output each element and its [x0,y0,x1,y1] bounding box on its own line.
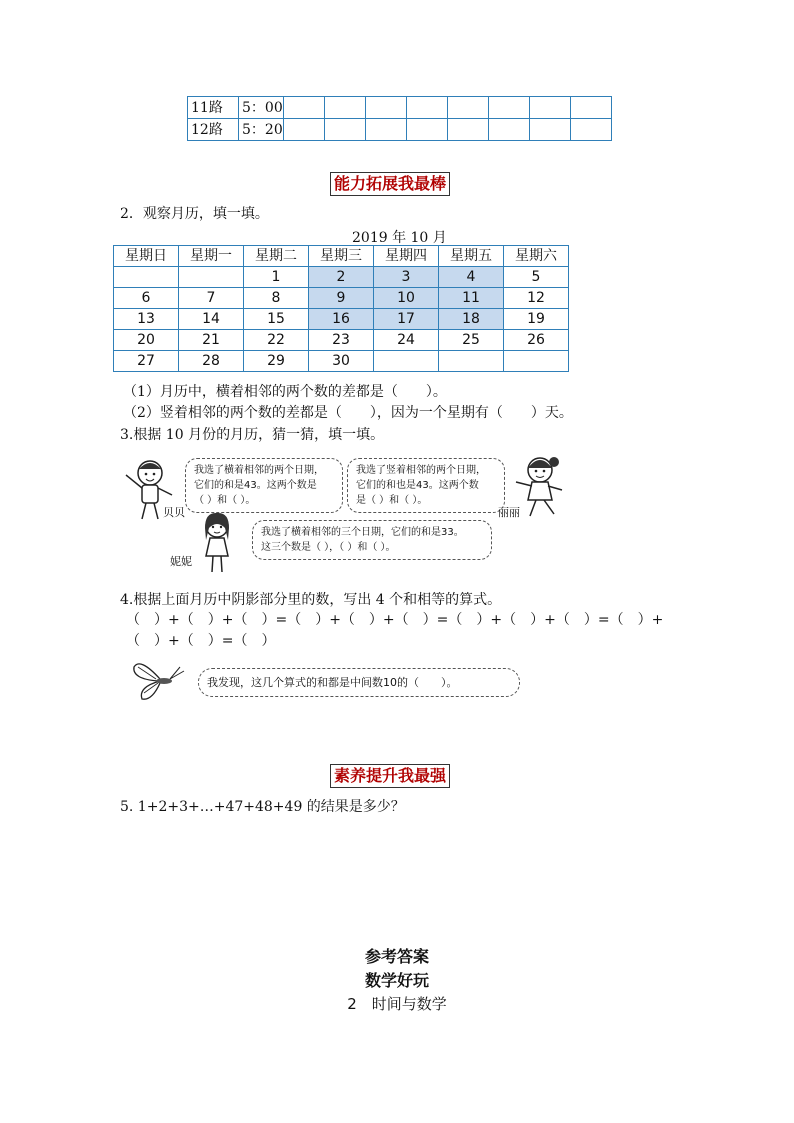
calendar-day-cell: 26 [504,330,569,351]
calendar-day-cell [439,351,504,372]
blank-answer-cell[interactable] [324,119,365,141]
bubble-line: 它们的和也是43。这两个数 [356,480,479,491]
question-4-prompt: 4.根据上面月历中阴影部分里的数，写出 4 个和相等的算式。 [120,592,502,608]
bubble-line: 这三个数是（ ），（ ）和（ ）。 [261,542,396,553]
calendar-table [113,245,569,372]
section-title-text: 素养提升我最强 [334,766,447,785]
blank-answer-cell[interactable] [283,119,324,141]
name-lili: 丽丽 [498,506,520,519]
question-4-equation-line-2: （ ）+（ ）=（ ） [126,633,276,649]
blank-answer-cell[interactable] [406,97,447,119]
name-nini: 妮妮 [170,555,192,568]
girl-nini-illustration [192,510,242,574]
calendar-day-cell [374,351,439,372]
speech-bubble-nini [252,520,492,560]
blank-answer-cell[interactable] [570,119,611,141]
calendar-weekday-header: 星期三 [309,246,374,267]
calendar-week-row [114,267,569,288]
calendar-day-cell: 8 [244,288,309,309]
calendar-day-cell: 25 [439,330,504,351]
calendar-day-cell: 28 [179,351,244,372]
bubble-line: （ ）和（ ）。 [194,495,256,506]
speech-bubble-beibei [185,458,343,513]
calendar-day-cell: 11 [439,288,504,309]
question-2-sub2: （2）竖着相邻的两个数的差都是（ ），因为一个星期有（ ）天。 [123,405,573,421]
question-3-prompt: 3.根据 10 月份的月历，猜一猜，填一填。 [120,427,385,443]
blank-answer-cell[interactable] [488,119,529,141]
bus-schedule-table [187,96,612,141]
blank-answer-cell[interactable] [365,119,406,141]
calendar-day-cell: 9 [309,288,374,309]
name-beibei: 贝贝 [163,506,185,519]
calendar-day-cell: 23 [309,330,374,351]
bubble-line: 我选了横着相邻的三个日期，它们的和是33。 [261,527,464,538]
calendar-week-row [114,309,569,330]
blank-answer-cell[interactable] [488,97,529,119]
blank-answer-cell[interactable] [406,119,447,141]
speech-bubble-butterfly [198,668,520,697]
calendar-weekday-header: 星期二 [244,246,309,267]
blank-answer-cell[interactable] [529,97,570,119]
calendar-day-cell: 5 [504,267,569,288]
calendar-day-cell: 4 [439,267,504,288]
calendar-weekday-header: 星期一 [179,246,244,267]
calendar-day-cell [114,267,179,288]
bubble-line: 我发现，这几个算式的和都是中间数10的（ ）。 [207,676,458,689]
calendar-title: 2019 年 10 月 [352,230,447,246]
calendar-day-cell: 1 [244,267,309,288]
calendar-day-cell [179,267,244,288]
answers-title: 参考答案 [364,947,429,966]
bus-table-row [188,119,612,141]
calendar-day-cell: 10 [374,288,439,309]
calendar-day-cell: 13 [114,309,179,330]
calendar-day-cell: 27 [114,351,179,372]
bus-route-cell: 11路 [188,97,239,119]
section-title-text: 能力拓展我最棒 [334,174,447,193]
blank-answer-cell[interactable] [570,97,611,119]
answers-chapter: 2 时间与数学 [347,995,447,1013]
blank-answer-cell[interactable] [529,119,570,141]
bus-route-cell: 12路 [188,119,239,141]
calendar-day-cell: 7 [179,288,244,309]
calendar-day-cell: 3 [374,267,439,288]
bubble-line: 我选了竖着相邻的两个日期， [356,465,486,476]
calendar-day-cell: 19 [504,309,569,330]
calendar-day-cell [504,351,569,372]
bus-time-cell: 5：00 [239,97,284,119]
calendar-day-cell: 22 [244,330,309,351]
calendar-weekday-header: 星期四 [374,246,439,267]
calendar-week-row [114,288,569,309]
question-2-sub1: （1）月历中，横着相邻的两个数的差都是（ ）。 [123,384,447,400]
calendar-day-cell: 30 [309,351,374,372]
bubble-line: 是（ ）和（ ）。 [356,495,428,506]
calendar-day-cell: 2 [309,267,374,288]
bus-time-cell: 5：20 [239,119,284,141]
calendar-weekday-header: 星期六 [504,246,569,267]
question-4-equation-line-1: （ ）+（ ）+（ ）=（ ）+（ ）+（ ）=（ ）+（ ）+（ ）=（ ）+ [126,612,664,628]
question-5-prompt: 5. 1+2+3+…+47+48+49 的结果是多少？ [120,799,405,815]
calendar-day-cell: 14 [179,309,244,330]
calendar-day-cell: 21 [179,330,244,351]
section-title-literacy [330,764,450,788]
blank-answer-cell[interactable] [324,97,365,119]
section-title-ability [330,172,450,196]
blank-answer-cell[interactable] [447,119,488,141]
calendar-day-cell: 24 [374,330,439,351]
speech-bubble-lili [347,458,505,513]
answers-subtitle: 数学好玩 [364,971,429,990]
calendar-day-cell: 20 [114,330,179,351]
question-2-prompt: 2．观察月历，填一填。 [120,206,269,222]
calendar-week-row [114,351,569,372]
calendar-day-cell: 16 [309,309,374,330]
calendar-day-cell: 17 [374,309,439,330]
blank-answer-cell[interactable] [365,97,406,119]
blank-answer-cell[interactable] [447,97,488,119]
bubble-line: 我选了横着相邻的两个日期， [194,465,324,476]
calendar-day-cell: 29 [244,351,309,372]
calendar-weekday-header: 星期日 [114,246,179,267]
calendar-day-cell: 6 [114,288,179,309]
calendar-week-row [114,330,569,351]
butterfly-illustration [130,657,190,701]
calendar-day-cell: 15 [244,309,309,330]
calendar-day-cell: 18 [439,309,504,330]
calendar-weekday-header: 星期五 [439,246,504,267]
blank-answer-cell[interactable] [283,97,324,119]
calendar-day-cell: 12 [504,288,569,309]
bus-table-row [188,97,612,119]
bubble-line: 它们的和是43。这两个数是 [194,480,317,491]
